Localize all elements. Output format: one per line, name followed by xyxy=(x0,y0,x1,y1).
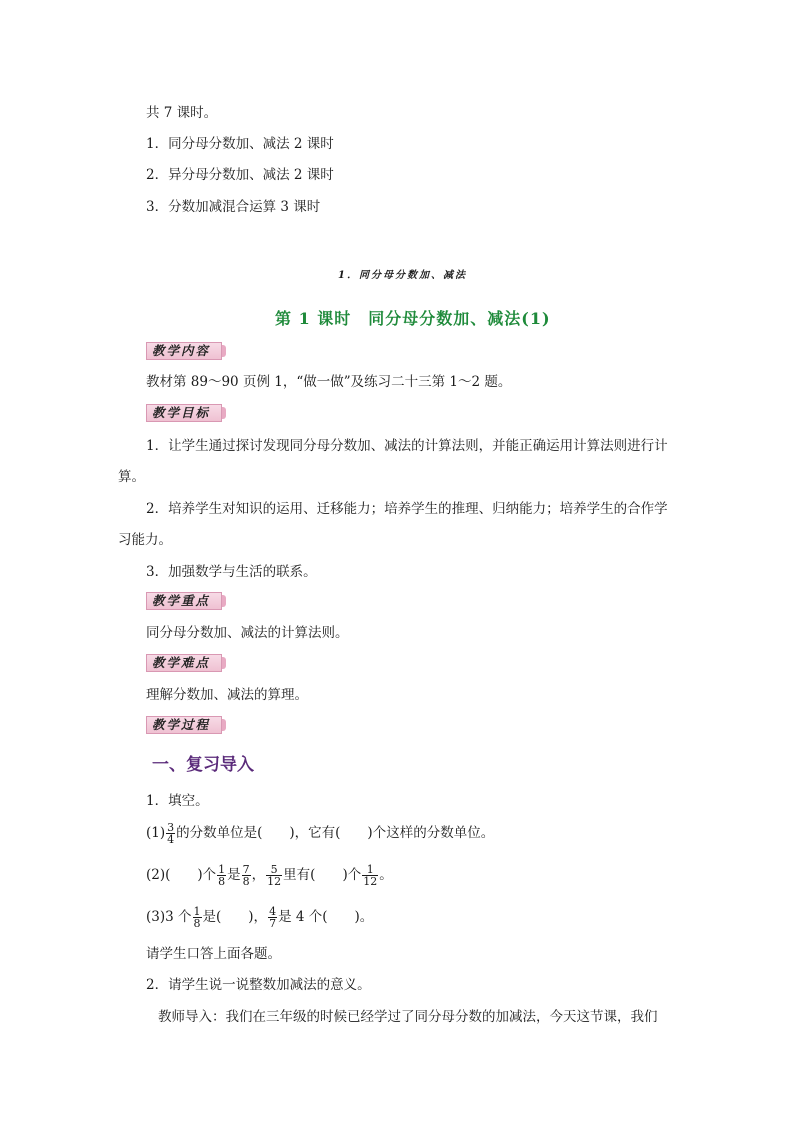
tag-teaching-difficulty: 教学难点 xyxy=(146,654,222,672)
goal-2-line-1: 2．培养学生对知识的运用、迁移能力；培养学生的推理、归纳能力；培养学生的合作学 xyxy=(146,501,668,517)
goal-1-line-1: 1．让学生通过探讨发现同分母分数加、减法的计算法则，并能正确运用计算法则进行计 xyxy=(146,438,668,454)
q2-f3-den: 12 xyxy=(267,875,282,888)
q1-frac-num: 3 xyxy=(167,821,175,834)
q3-mid-1: 是( )， xyxy=(202,909,268,925)
content-text: 教材第 89～90 页例 1，“做一做”及练习二十三第 1～2 题。 xyxy=(146,374,512,390)
teacher-intro: 教师导入：我们在三年级的时候已经学过了同分母分数的加减法，今天这节课，我们 xyxy=(158,1009,658,1025)
unit-subtitle: 1．同分母分数加、减法 xyxy=(338,270,467,281)
goal-1-line-2: 算。 xyxy=(118,469,145,485)
q1-prefix: (1) xyxy=(146,825,166,841)
q2-f3-num: 5 xyxy=(266,864,282,876)
q1-frac-den: 4 xyxy=(167,833,175,846)
intro-item-2: 2．异分母分数加、减法 2 课时 xyxy=(146,167,334,183)
q3-end: 是 4 个( )。 xyxy=(278,909,374,925)
q2-f1-den: 8 xyxy=(218,875,226,888)
fill-q1 xyxy=(146,822,494,845)
fill-heading: 1．填空。 xyxy=(146,793,209,809)
q2-mid-1: 是 xyxy=(227,867,241,883)
q2-f2-den: 8 xyxy=(242,875,250,888)
q2-fraction-3 xyxy=(266,864,282,887)
q3-f1-num: 1 xyxy=(193,905,201,918)
fill-q2 xyxy=(146,864,393,887)
goal-3: 3．加强数学与生活的联系。 xyxy=(146,564,317,580)
difficulty-text: 理解分数加、减法的算理。 xyxy=(146,687,308,703)
q2-fraction-1 xyxy=(217,864,226,887)
q3-fraction-1 xyxy=(193,906,202,929)
lesson-title: 第 1 课时 同分母分数加、减法(1) xyxy=(275,309,551,328)
tag-teaching-process: 教学过程 xyxy=(146,716,222,734)
section-review-intro: 一、复习导入 xyxy=(152,755,254,775)
goal-2-line-2: 习能力。 xyxy=(118,532,172,548)
q3-f2-num: 4 xyxy=(269,905,277,918)
q3-fraction-2 xyxy=(268,906,277,929)
q2-end: 。 xyxy=(379,867,393,883)
tag-teaching-content: 教学内容 xyxy=(146,342,222,360)
q2-prefix: (2)( )个 xyxy=(146,867,217,883)
intro-item-3: 3．分数加减混合运算 3 课时 xyxy=(146,199,321,215)
key-text: 同分母分数加、减法的计算法则。 xyxy=(146,625,349,641)
q2-f1-num: 1 xyxy=(218,863,226,876)
q2-fraction-2 xyxy=(242,864,251,887)
q2-mid-3: 里有( )个 xyxy=(283,867,362,883)
question-meaning: 2．请学生说一说整数加减法的意义。 xyxy=(146,977,371,993)
intro-total: 共 7 课时。 xyxy=(146,105,218,121)
fill-answer-instruction: 请学生口答上面各题。 xyxy=(146,946,281,962)
tag-teaching-key: 教学重点 xyxy=(146,592,222,610)
tag-teaching-goals: 教学目标 xyxy=(146,404,222,422)
q3-f1-den: 8 xyxy=(193,917,201,930)
fill-q3 xyxy=(146,906,373,929)
q2-f4-den: 12 xyxy=(363,875,378,888)
q2-fraction-4 xyxy=(362,864,378,887)
q2-mid-2: ， xyxy=(251,867,266,883)
q1-rest: 的分数单位是( )，它有( )个这样的分数单位。 xyxy=(176,825,495,841)
q2-f2-num: 7 xyxy=(242,863,250,876)
q1-fraction xyxy=(166,822,175,845)
q3-prefix: (3)3 个 xyxy=(146,909,192,925)
q3-f2-den: 7 xyxy=(269,917,277,930)
q2-f4-num: 1 xyxy=(362,864,378,876)
intro-item-1: 1．同分母分数加、减法 2 课时 xyxy=(146,136,334,152)
